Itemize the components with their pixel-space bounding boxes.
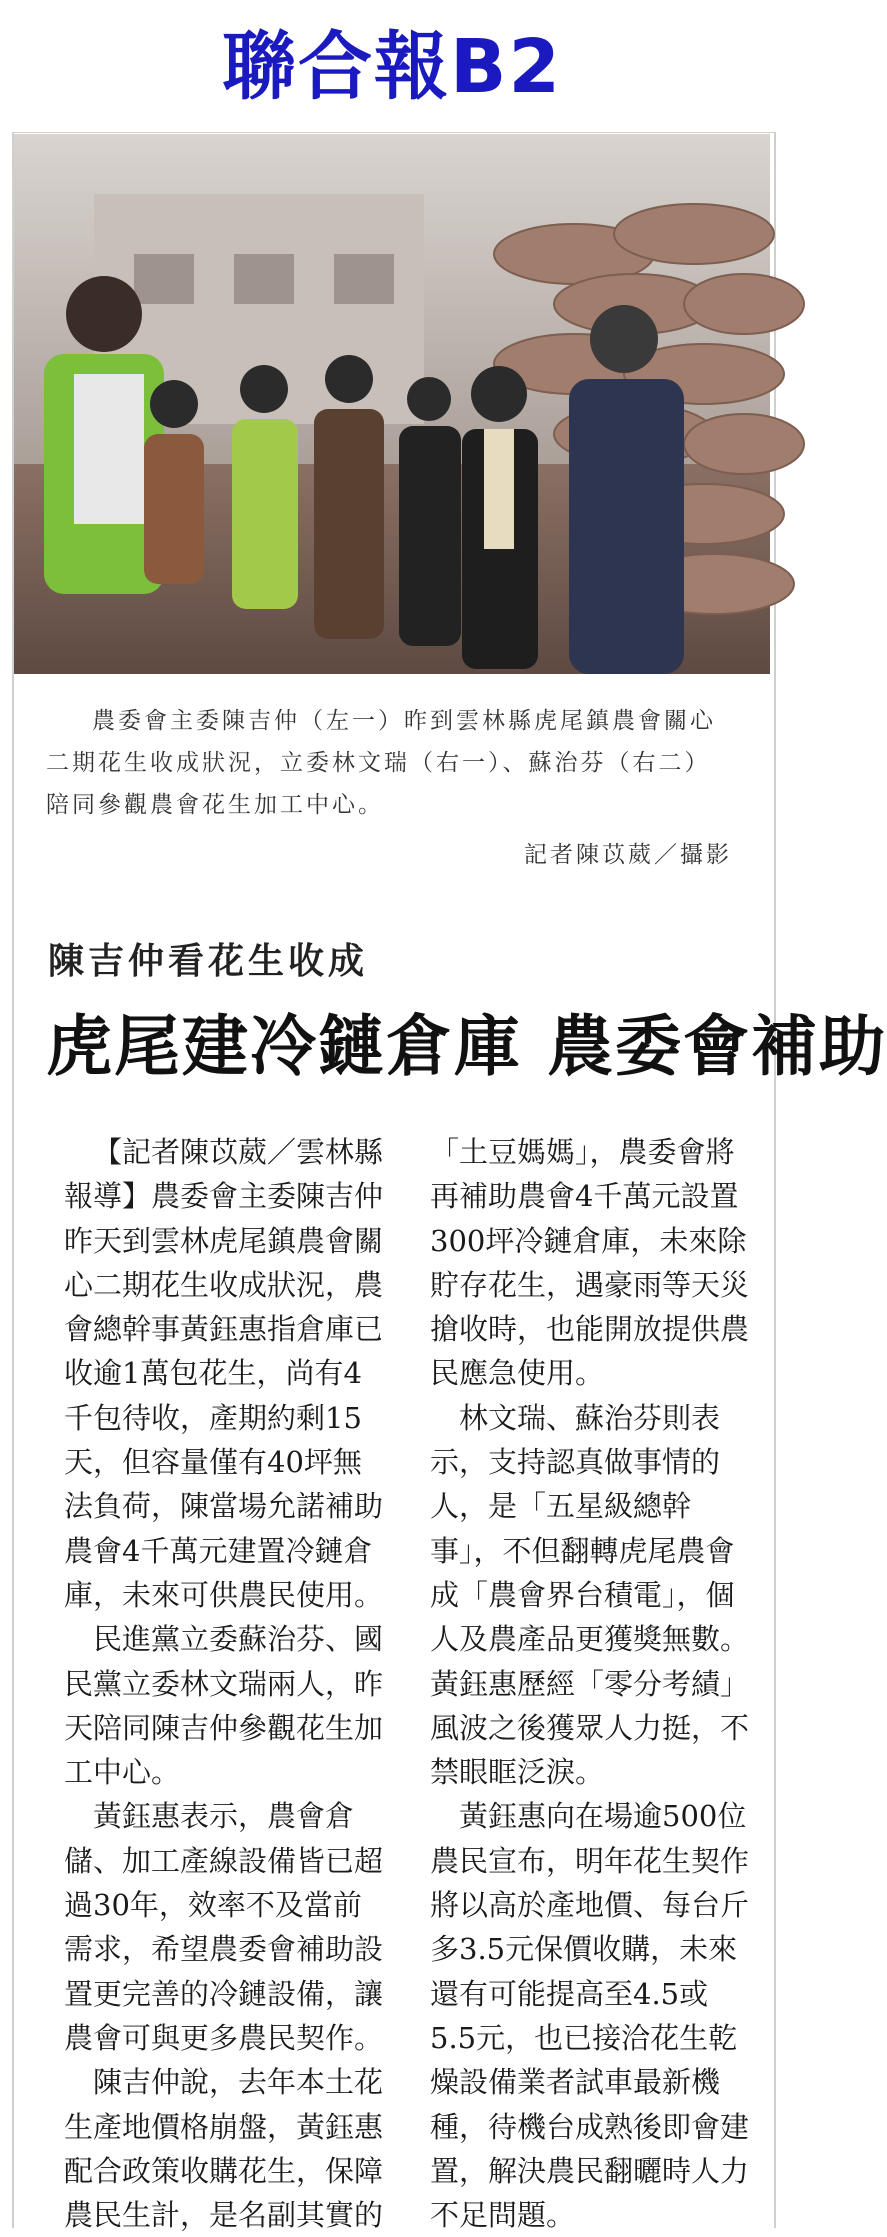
photo-icon (14, 134, 770, 674)
paragraph: 「土豆媽媽」，農委會將再補助農會4千萬元設置300坪冷鏈倉庫，未來除貯存花生，遇豪雨等天災搶收時，也能開放提供農民應急使用。 (430, 1135, 750, 1391)
newspaper-masthead: 聯合報B2 (222, 24, 562, 110)
article-headline: 虎尾建冷鏈倉庫 農委會補助 (46, 1007, 887, 1085)
photo-credit: 記者陳苡葳／攝影 (524, 842, 732, 868)
caption-text: 農委會主委陳吉仲（左一）昨到雲林縣虎尾鎮農會關心二期花生收成狀況，立委林文瑞（右一）、蘇治芬（右二）陪同參觀農會花生加工中心。 (46, 708, 716, 818)
article-column-right (430, 1130, 750, 2237)
article-subhead: 陳吉仲看花生收成 (48, 941, 369, 982)
paragraph: 陳吉仲說，去年本土花生產地價格崩盤，黃鈺惠配合政策收購花生，保障農民生計，是名副其實的 (64, 2065, 384, 2233)
article-column-left (64, 1130, 384, 2237)
paragraph: 民進黨立委蘇治芬、國民黨立委林文瑞兩人，昨天陪同陳吉仲參觀花生加工中心。 (64, 1622, 384, 1790)
photo-caption (46, 700, 726, 826)
paragraph: 【記者陳苡葳／雲林縣報導】農委會主委陳吉仲昨天到雲林虎尾鎮農會關心二期花生收成狀況，農會總幹事黃鈺惠指倉庫已收逾1萬包花生，尚有4千包待收，產期約剩15天，但容量僅有40坪無法負荷，陳當場允諾補助農會4千萬元建置冷鏈倉庫，未來可供農民使用。 (64, 1135, 384, 1612)
paragraph: 林文瑞、蘇治芬則表示，支持認真做事情的人，是「五星級總幹事」，不但翻轉虎尾農會成「農會界台積電」，個人及農產品更獲獎無數。黃鈺惠歷經「零分考績」風波之後獲眾人力挺，不禁眼眶泛淚。 (430, 1400, 750, 1790)
paragraph: 黃鈺惠表示，農會倉儲、加工產線設備皆已超過30年，效率不及當前需求，希望農委會補助設置更完善的冷鏈設備，讓農會可與更多農民契作。 (64, 1799, 384, 2055)
paragraph: 黃鈺惠向在場逾500位農民宣布，明年花生契作將以高於產地價、每台斤多3.5元保價收購，未來還有可能提高至4.5或5.5元，也已接洽花生乾燥設備業者試車最新機種，待機台成熟後即會建置，解決農民翻曬時人力不足問題。 (430, 1799, 750, 2233)
news-photo (14, 134, 770, 674)
